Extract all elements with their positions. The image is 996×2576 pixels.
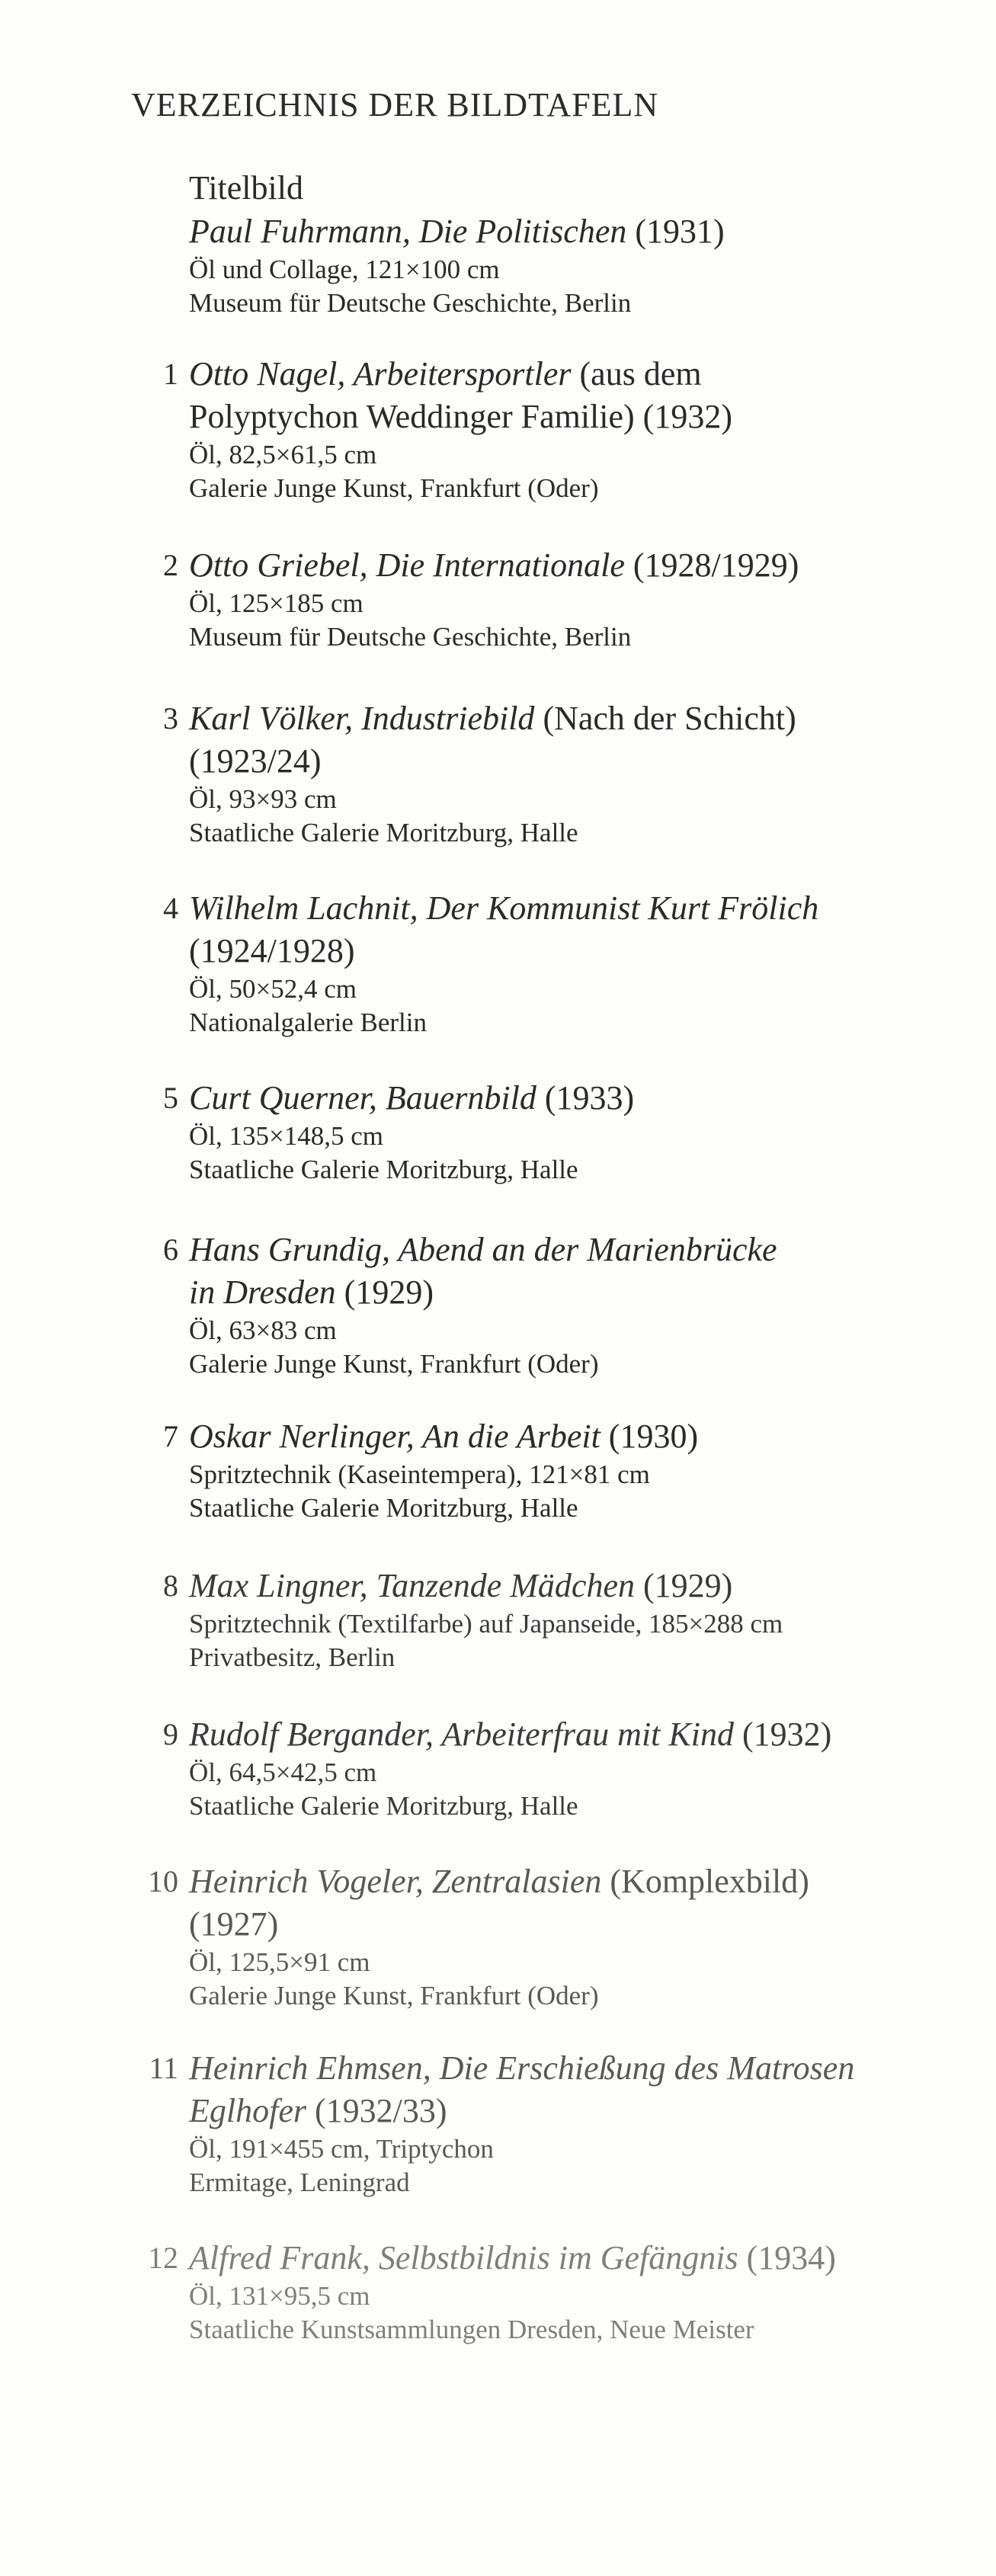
- plate-entry: [122, 2237, 960, 2347]
- plate-details: [189, 1077, 960, 1187]
- plate-location: Staatliche Galerie Moritzburg, Halle: [189, 1791, 578, 1821]
- plate-artist-title: Max Lingner, Tanzende Mädchen: [189, 1567, 635, 1604]
- plate-location: Galerie Junge Kunst, Frankfurt (Oder): [189, 1349, 599, 1379]
- plate-location: Staatliche Galerie Moritzburg, Halle: [189, 1155, 578, 1184]
- plate-number: 4: [163, 891, 178, 925]
- plate-artist-title: Heinrich Vogeler, Zentralasien: [189, 1863, 602, 1900]
- plate-number: 1: [163, 357, 178, 391]
- plate-location: Staatliche Kunstsammlungen Dresden, Neue Meister: [189, 2315, 754, 2344]
- plate-artist-title: Otto Griebel, Die Internationale: [189, 546, 625, 584]
- plate-title-continued: [189, 1271, 960, 1314]
- plate-medium: Öl, 63×83 cm: [189, 1315, 337, 1345]
- plate-title-continued: [189, 396, 960, 438]
- plate-number: 5: [163, 1081, 178, 1115]
- plate-title-suffix: (aus dem: [571, 355, 702, 392]
- plate-title-suffix: (1932): [733, 1716, 832, 1753]
- frontispiece-title-date: (1931): [626, 213, 725, 250]
- plate-entry: [122, 353, 960, 505]
- plate-location: Staatliche Galerie Moritzburg, Halle: [189, 818, 578, 847]
- plate-title-suffix: (Nach der Schicht): [534, 700, 796, 737]
- plate-title-suffix: (1928/1929): [624, 546, 799, 584]
- plate-title-suffix: (Komplexbild): [601, 1863, 809, 1900]
- plate-entry: [122, 544, 960, 654]
- plate-artist-title: Oskar Nerlinger, An die Arbeit: [189, 1418, 600, 1455]
- plate-medium: Öl, 125×185 cm: [189, 588, 363, 618]
- page-heading: VERZEICHNIS DER BILDTAFELN: [131, 86, 659, 123]
- plate-details: [189, 1565, 960, 1674]
- plate-medium: Öl, 125,5×91 cm: [189, 1947, 370, 1977]
- plate-title-continued-rest: (1927): [189, 1905, 279, 1943]
- plate-title: [189, 1077, 960, 1120]
- plate-artist-title: Rudolf Bergander, Arbeiterfrau mit Kind: [189, 1716, 734, 1753]
- plate-title: [189, 1565, 960, 1607]
- plate-medium: Spritztechnik (Textilfarbe) auf Japanseide, 185×288 cm: [189, 1609, 783, 1639]
- plate-title: [189, 353, 960, 396]
- plate-location: Museum für Deutsche Geschichte, Berlin: [189, 622, 632, 652]
- plate-details: [189, 1229, 960, 1381]
- plate-artist-title: Alfred Frank, Selbstbildnis im Gefängnis: [189, 2239, 738, 2276]
- plate-medium: Öl, 131×95,5 cm: [189, 2281, 370, 2311]
- plate-title-continued-rest: (1924/1928): [189, 932, 355, 969]
- plate-medium: Öl, 64,5×42,5 cm: [189, 1757, 377, 1787]
- plate-medium: Öl, 191×455 cm, Triptychon: [189, 2134, 494, 2164]
- plate-title-continued: [189, 930, 960, 972]
- plate-location: Ermitage, Leningrad: [189, 2167, 410, 2197]
- plate-location: Privatbesitz, Berlin: [189, 1642, 396, 1672]
- frontispiece-medium: Öl und Collage, 121×100 cm: [189, 255, 500, 284]
- frontispiece-label: Titelbild: [189, 169, 303, 207]
- frontispiece-title-italic: Paul Fuhrmann, Die Politischen: [189, 213, 627, 250]
- plate-artist-title: Curt Querner, Bauernbild: [189, 1079, 536, 1117]
- plate-number: 3: [163, 701, 178, 735]
- plate-title: [189, 1415, 960, 1458]
- plate-medium: Öl, 82,5×61,5 cm: [189, 440, 377, 469]
- plate-number: 10: [148, 1864, 178, 1898]
- plate-medium: Öl, 50×52,4 cm: [189, 974, 357, 1004]
- plate-entry: [122, 1860, 960, 2013]
- plate-artist-title: Heinrich Ehmsen, Die Erschießung des Matrosen: [189, 2049, 855, 2087]
- plate-entry: [122, 1229, 960, 1381]
- plate-location: Galerie Junge Kunst, Frankfurt (Oder): [189, 473, 599, 503]
- plate-title: [189, 697, 960, 740]
- plate-title-suffix: (1929): [634, 1567, 733, 1604]
- plate-artist-title: Karl Völker, Industriebild: [189, 700, 535, 737]
- plate-number: 9: [163, 1717, 178, 1751]
- plate-location: Nationalgalerie Berlin: [189, 1008, 427, 1037]
- plate-title: [189, 1229, 960, 1271]
- plate-number: 8: [163, 1568, 178, 1603]
- plate-entry: [122, 1713, 960, 1823]
- plate-title-continued-italic: in Dresden: [189, 1274, 336, 1311]
- plate-medium: Öl, 93×93 cm: [189, 784, 337, 814]
- plate-details: [189, 1415, 960, 1525]
- plate-entry: [122, 2047, 960, 2200]
- plate-title-continued-rest: (1923/24): [189, 742, 322, 780]
- plate-title-suffix: (1933): [536, 1079, 635, 1117]
- plate-title-suffix: (1930): [600, 1418, 699, 1455]
- plate-title-continued-italic: Eglhofer: [189, 2092, 306, 2129]
- plate-title-continued: [189, 2090, 960, 2132]
- plate-location: Galerie Junge Kunst, Frankfurt (Oder): [189, 1981, 599, 2010]
- plate-details: [189, 1713, 960, 1823]
- plate-details: [189, 2047, 960, 2200]
- plate-entry: [122, 1565, 960, 1674]
- plate-details: [189, 544, 960, 654]
- plate-title-continued-rest: (1929): [335, 1274, 434, 1311]
- plate-artist-title: Wilhelm Lachnit, Der Kommunist Kurt Frölich: [189, 889, 819, 927]
- plate-title: [189, 1860, 960, 1903]
- plate-number: 12: [148, 2241, 178, 2275]
- plate-details: [189, 2237, 960, 2347]
- plate-title: [189, 2047, 960, 2090]
- frontispiece-entry: [189, 166, 951, 320]
- plate-details: [189, 353, 960, 505]
- plate-artist-title: Otto Nagel, Arbeitersportler: [189, 355, 572, 392]
- plate-title-continued: [189, 740, 960, 783]
- frontispiece-title: [189, 210, 951, 253]
- plate-artist-title: Hans Grundig, Abend an der Marienbrücke: [189, 1231, 777, 1268]
- plate-entry: [122, 887, 960, 1040]
- plate-entry: [122, 1077, 960, 1187]
- plate-title-continued-rest: (1932/33): [306, 2092, 447, 2129]
- plate-medium: Öl, 135×148,5 cm: [189, 1121, 383, 1151]
- plate-title: [189, 2237, 960, 2280]
- plate-entry: [122, 1415, 960, 1525]
- frontispiece-location: Museum für Deutsche Geschichte, Berlin: [189, 288, 632, 318]
- plate-number: 11: [149, 2051, 178, 2085]
- plate-details: [189, 887, 960, 1040]
- plate-number: 7: [163, 1419, 178, 1453]
- plate-title: [189, 887, 960, 930]
- plate-title-continued: [189, 1903, 960, 1946]
- plate-title-continued-rest: Polyptychon Weddinger Familie) (1932): [189, 398, 732, 435]
- plate-location: Staatliche Galerie Moritzburg, Halle: [189, 1493, 578, 1523]
- plate-title: [189, 1713, 960, 1756]
- plate-details: [189, 697, 960, 850]
- plate-entry: [122, 697, 960, 850]
- plate-medium: Spritztechnik (Kaseintempera), 121×81 cm: [189, 1459, 650, 1489]
- plate-title: [189, 544, 960, 587]
- plate-title-suffix: (1934): [738, 2239, 836, 2276]
- plate-number: 6: [163, 1232, 178, 1267]
- plate-number: 2: [163, 548, 178, 582]
- plate-details: [189, 1860, 960, 2013]
